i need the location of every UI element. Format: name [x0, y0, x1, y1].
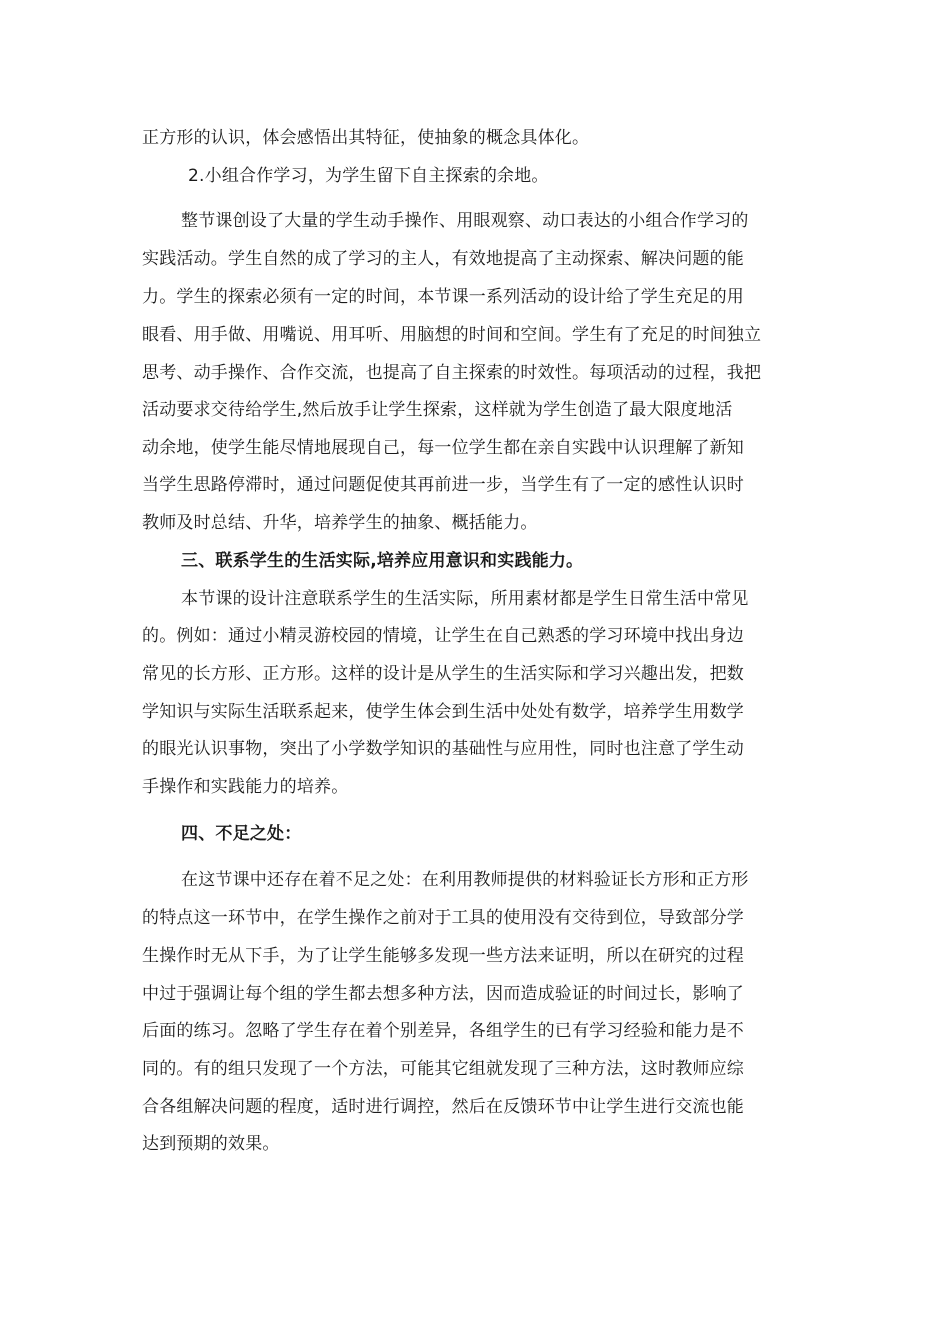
text-line: 达到预期的效果。 [142, 1134, 280, 1154]
text-line: 实践活动。学生自然的成了学习的主人，有效地提高了主动探索、解决问题的能 [142, 249, 744, 269]
text-line: 力。学生的探索必须有一定的时间，本节课一系列活动的设计给了学生充足的用 [142, 287, 744, 307]
text-line: 后面的练习。忽略了学生存在着个别差异，各组学生的已有学习经验和能力是不 [142, 1021, 744, 1041]
section-heading: 四、不足之处： [181, 824, 302, 844]
text-line: 整节课创设了大量的学生动手操作、用眼观察、动口表达的小组合作学习的 [181, 211, 749, 231]
text-line: 动余地，使学生能尽情地展现自己，每一位学生都在亲自实践中认识理解了新知 [142, 438, 744, 458]
text-line: 手操作和实践能力的培养。 [142, 777, 349, 797]
text-line: 本节课的设计注意联系学生的生活实际，所用素材都是学生日常生活中常见 [181, 589, 749, 609]
text-line: 思考、动手操作、合作交流，也提高了自主探索的时效性。每项活动的过程，我把 [142, 363, 762, 383]
text-line: 在这节课中还存在着不足之处：在利用教师提供的材料验证长方形和正方形 [181, 870, 749, 890]
text-line: 眼看、用手做、用嘴说、用耳听、用脑想的时间和空间。学生有了充足的时间独立 [142, 325, 762, 345]
text-line: 的。例如：通过小精灵游校园的情境，让学生在自己熟悉的学习环境中找出身边 [142, 626, 744, 646]
text-line: 常见的长方形、正方形。这样的设计是从学生的生活实际和学习兴趣出发，把数 [142, 664, 744, 684]
text-line: 活动要求交待给学生,然后放手让学生探索，这样就为学生创造了最大限度地活 [142, 400, 733, 420]
text-line: 2.小组合作学习，为学生留下自主探索的余地。 [188, 166, 549, 186]
text-line: 当学生思路停滞时，通过问题促使其再前进一步，当学生有了一定的感性认识时 [142, 475, 744, 495]
text-line: 的特点这一环节中，在学生操作之前对于工具的使用没有交待到位，导致部分学 [142, 908, 744, 928]
text-line: 生操作时无从下手，为了让学生能够多发现一些方法来证明，所以在研究的过程 [142, 946, 744, 966]
text-line: 正方形的认识，体会感悟出其特征，使抽象的概念具体化。 [142, 128, 590, 148]
text-line: 同的。有的组只发现了一个方法，可能其它组就发现了三种方法，这时教师应综 [142, 1059, 744, 1079]
text-line: 中过于强调让每个组的学生都去想多种方法，因而造成验证的时间过长，影响了 [142, 984, 744, 1004]
text-line: 学知识与实际生活联系起来，使学生体会到生活中处处有数学，培养学生用数学 [142, 702, 744, 722]
section-heading: 三、联系学生的生活实际,培养应用意识和实践能力。 [181, 551, 584, 571]
text-line: 的眼光认识事物，突出了小学数学知识的基础性与应用性，同时也注意了学生动 [142, 739, 744, 759]
text-line: 合各组解决问题的程度，适时进行调控，然后在反馈环节中让学生进行交流也能 [142, 1097, 744, 1117]
text-line: 教师及时总结、升华，培养学生的抽象、概括能力。 [142, 513, 538, 533]
